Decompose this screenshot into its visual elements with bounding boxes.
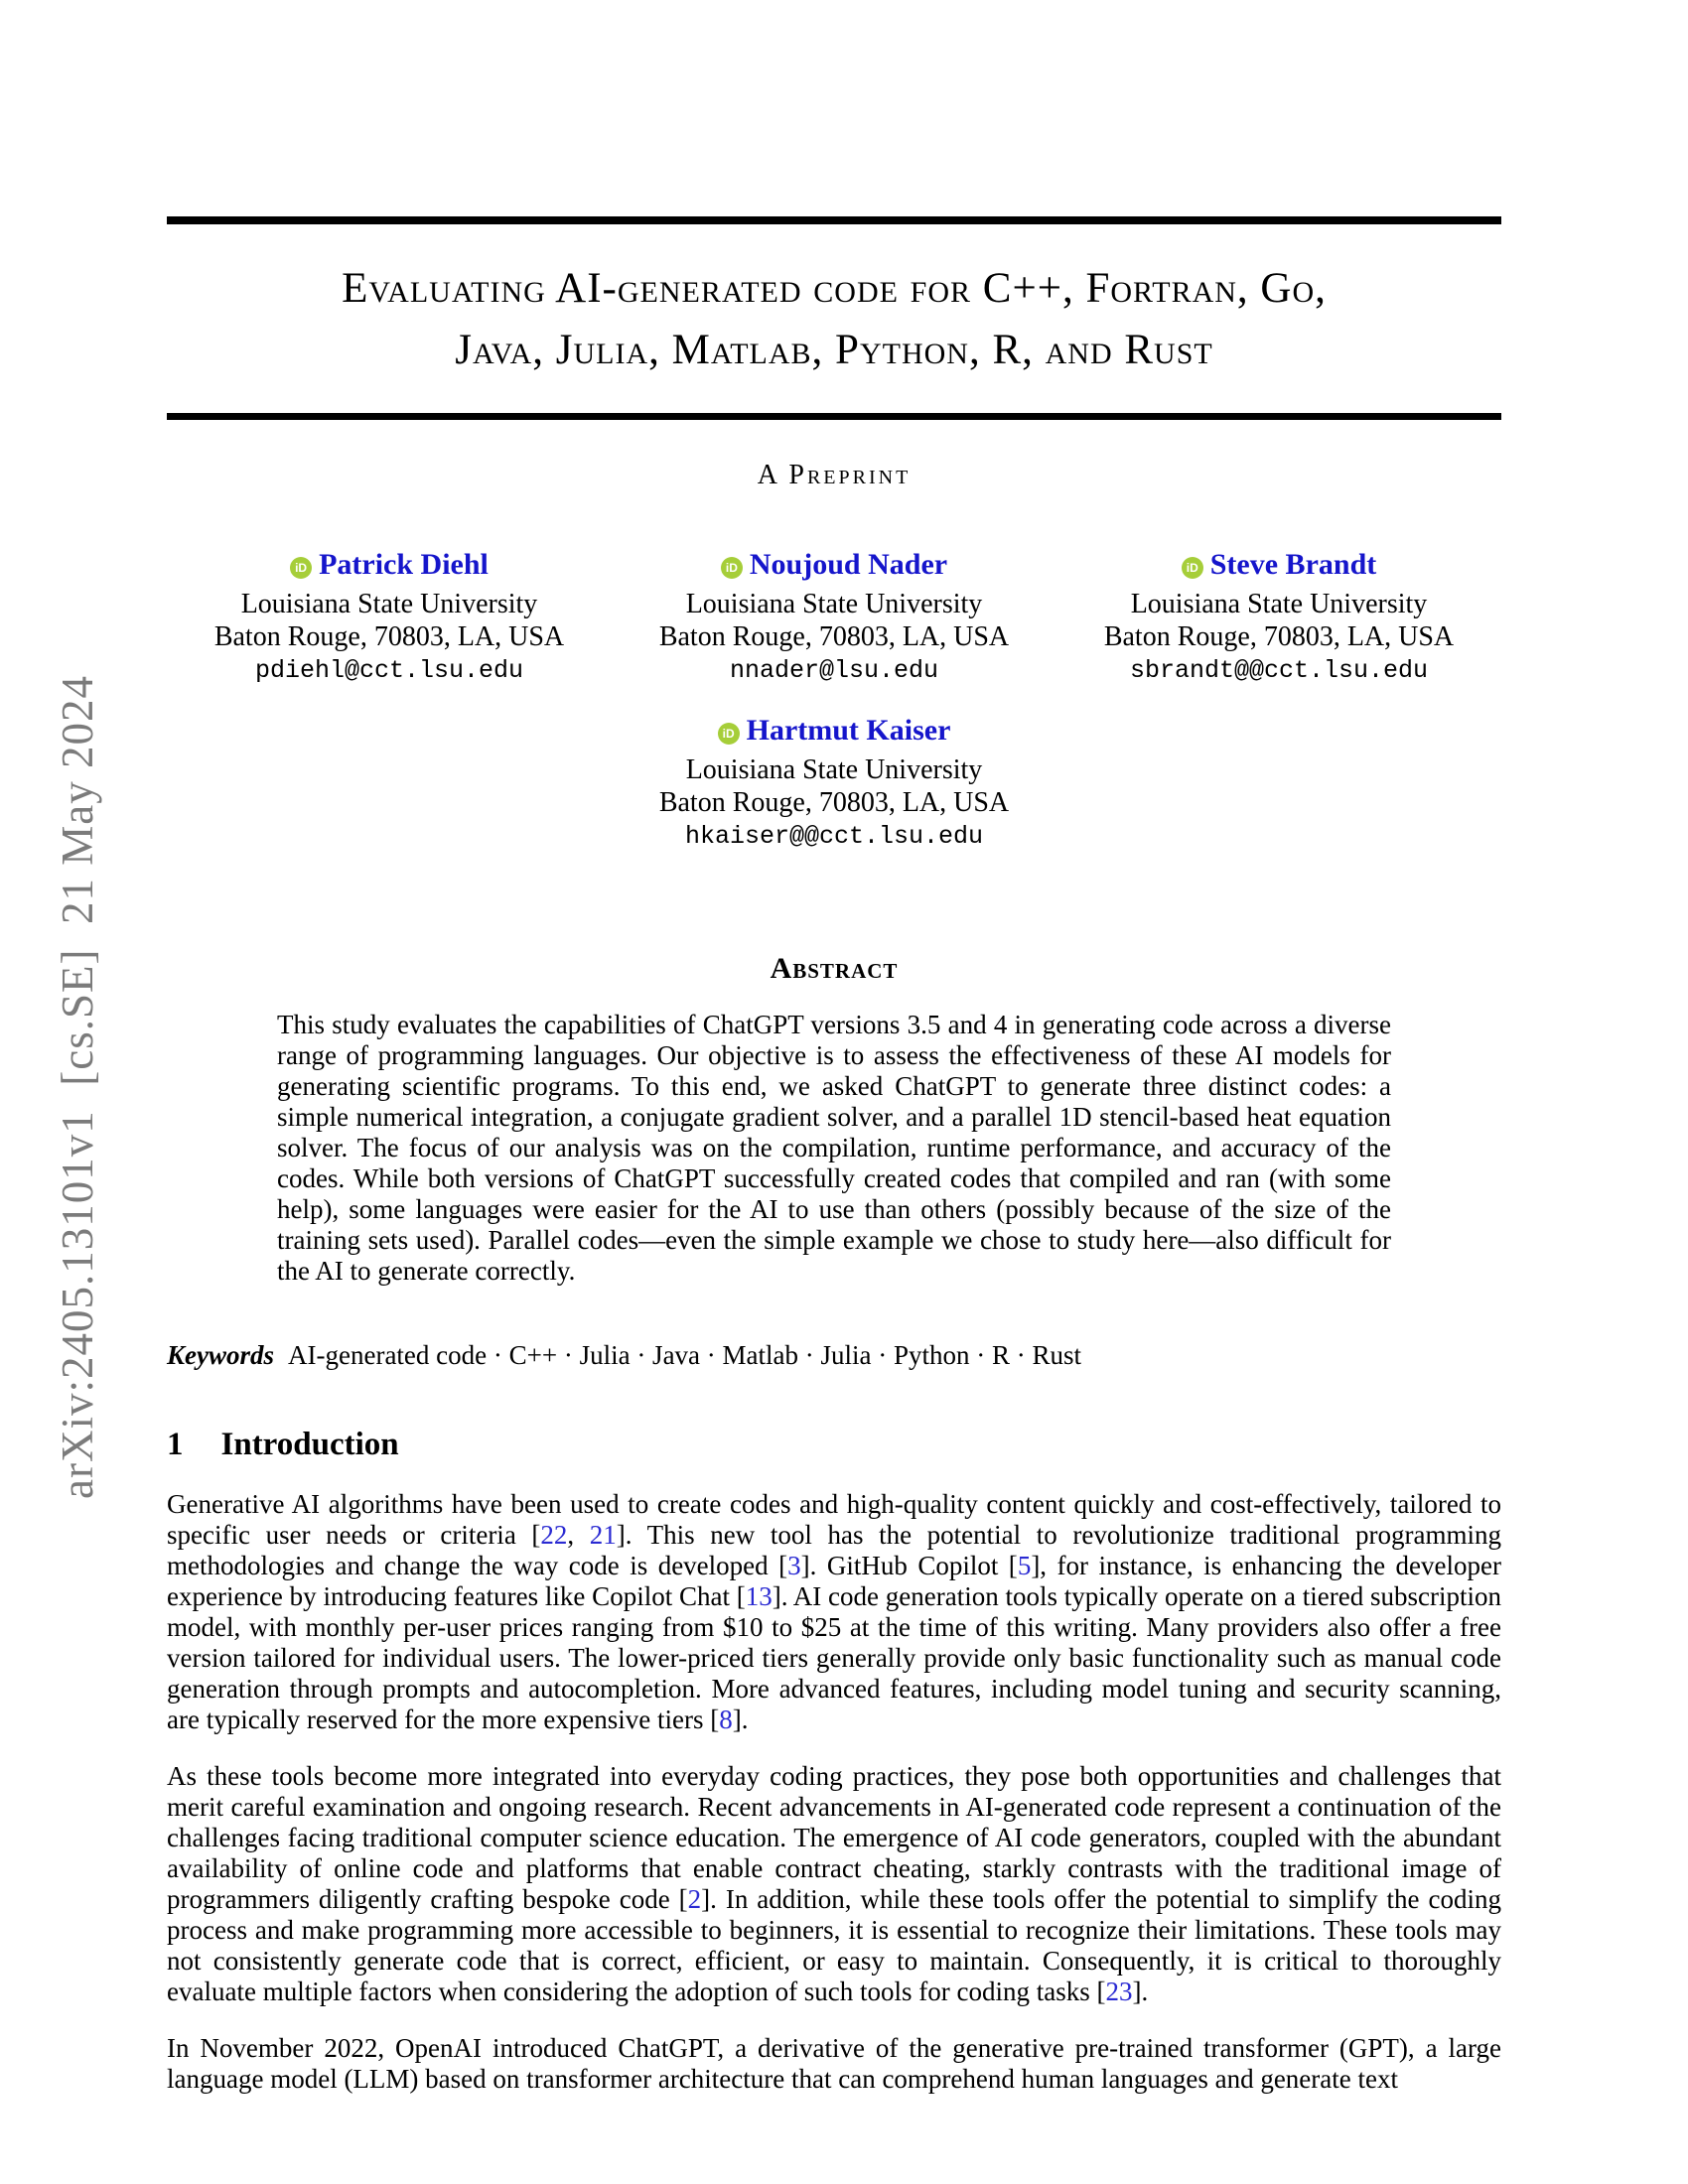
top-rule — [167, 216, 1501, 224]
author-email: sbrandt@@cct.lsu.edu — [1129, 656, 1429, 685]
text-run: ]. — [732, 1705, 749, 1734]
citation-link[interactable]: 22 — [540, 1520, 568, 1550]
text-run: As these tools become more integrated into everyday coding practices, they pose both opportunities and challenges that merit careful examination and ongoing research. Recent advancements in AI-generated code represent a continuation of the challenges facing traditional computer science education. The emergence of AI code generators, coupled with the abundant availability of online code and platforms that enable contract cheating, starkly contrasts with the traditional image of programmers diligently crafting bespoke code [ — [167, 1761, 1501, 1914]
arxiv-watermark: arXiv:2405.13101v1 [cs.SE] 21 May 2024 — [53, 675, 102, 1499]
preprint-label: A Preprint — [757, 460, 912, 490]
text-run: , — [567, 1520, 590, 1550]
author-name[interactable]: Hartmut Kaiser — [746, 714, 951, 747]
orcid-icon[interactable]: iD — [290, 557, 312, 579]
author-address: Baton Rouge, 70803, LA, USA — [213, 621, 565, 652]
paper-title-line2: Java, Julia, Matlab, Python, R, and Rust — [455, 327, 1213, 373]
text-run: Generative AI algorithms have been used to create codes and high-quality content quickly and cost-effectively, tailored to specific user needs or criteria [ — [167, 1489, 1501, 1550]
citation-link[interactable]: 5 — [1017, 1551, 1032, 1580]
author-address: Baton Rouge, 70803, LA, USA — [1103, 621, 1455, 652]
keywords-text: AI-generated code · C++ · Julia · Java · Matlab · Julia · Python · R · Rust — [288, 1340, 1082, 1370]
orcid-icon[interactable]: iD — [721, 557, 743, 579]
author-name[interactable]: Noujoud Nader — [749, 548, 948, 581]
paragraph — [167, 1489, 1501, 1735]
keywords-label: Keywords — [167, 1340, 274, 1370]
author-affiliation: Louisiana State University — [685, 754, 983, 785]
section-heading — [167, 1427, 1501, 1463]
section-title: Introduction — [220, 1427, 399, 1462]
author-email: pdiehl@cct.lsu.edu — [254, 656, 524, 685]
text-run: ]. This new tool has the potential to revolutionize traditional programming methodologies and change the way code is developed [ — [167, 1520, 1502, 1580]
authors-row — [167, 547, 1501, 687]
author-affiliation: Louisiana State University — [240, 589, 538, 619]
author-affiliation: Louisiana State University — [685, 589, 983, 619]
orcid-icon[interactable]: iD — [1182, 557, 1203, 579]
text-run: ], for instance, is enhancing the developer experience by introducing features like Copilot Chat [ — [167, 1551, 1502, 1611]
author-block — [167, 547, 612, 687]
author-email: hkaiser@@cct.lsu.edu — [684, 822, 984, 851]
intro-paragraphs — [167, 1489, 1501, 2095]
text-run: In November 2022, OpenAI introduced ChatGPT, a derivative of the generative pre-trained transformer (GPT), a large language model (LLM) based on transformer architecture that can comprehend human languages and generate text — [167, 2033, 1501, 2094]
author-address: Baton Rouge, 70803, LA, USA — [658, 787, 1010, 818]
citation-link[interactable]: 3 — [787, 1551, 801, 1580]
paper-title — [167, 258, 1501, 381]
text-run: ]. AI code generation tools typically operate on a tiered subscription model, with monthly per-user prices ranging from $10 to $25 at the time of this writing. Many providers also offer a free version tailored for individual users. The lower-priced tiers generally provide only basic functionality such as manual code generation through prompts and autocompletion. More advanced features, including model tuning and security scanning, are typically reserved for the more expensive tiers [ — [167, 1581, 1501, 1734]
citation-link[interactable]: 13 — [745, 1581, 773, 1611]
author-block — [167, 713, 1501, 853]
author-name[interactable]: Steve Brandt — [1209, 548, 1377, 581]
author-email: nnader@lsu.edu — [729, 656, 939, 685]
citation-link[interactable]: 21 — [589, 1520, 617, 1550]
author-block — [612, 547, 1056, 687]
section-number: 1 — [167, 1427, 184, 1462]
citation-link[interactable]: 23 — [1105, 1977, 1133, 2006]
author-affiliation: Louisiana State University — [1130, 589, 1428, 619]
paper-title-line1: Evaluating AI-generated code for C++, Fortran, Go, — [342, 265, 1327, 312]
citation-link[interactable]: 2 — [687, 1884, 702, 1914]
paper-content — [167, 0, 1501, 2095]
text-run: ]. GitHub Copilot [ — [800, 1551, 1018, 1580]
author-block — [1056, 547, 1501, 687]
orcid-icon[interactable]: iD — [718, 723, 740, 745]
author-address: Baton Rouge, 70803, LA, USA — [658, 621, 1010, 652]
keywords-line — [167, 1340, 1501, 1371]
text-run: ]. In addition, while these tools offer the potential to simplify the coding process and make programming more accessible to beginners, it is essential to recognize their limitations. These tools may not consistently generate code that is correct, efficient, or easy to maintain. Consequently, it is critical to thoroughly evaluate multiple factors when considering the adoption of such tools for coding tasks [ — [167, 1884, 1501, 2006]
text-run: ]. — [1132, 1977, 1149, 2006]
paragraph — [167, 2033, 1501, 2095]
paragraph — [167, 1761, 1501, 2007]
abstract-heading: Abstract — [770, 952, 899, 985]
citation-link[interactable]: 8 — [719, 1705, 733, 1734]
title-bottom-rule — [167, 413, 1501, 420]
abstract-text: This study evaluates the capabilities of ChatGPT versions 3.5 and 4 in generating code across a diverse range of programming languages. Our objective is to assess the effectiveness of these AI models for generating scientific programs. To this end, we asked ChatGPT to generate three distinct codes: a simple numerical integration, a conjugate gradient solver, and a parallel 1D stencil-based heat equation solver. The focus of our analysis was on the compilation, runtime performance, and accuracy of the codes. While both versions of ChatGPT successfully created codes that compiled and ran (with some help), some languages were easier for the AI to use than others (possibly because of the size of the training sets used). Parallel codes—even the simple example we chose to study here—also difficult for the AI to generate correctly. — [277, 1010, 1391, 1286]
author-name[interactable]: Patrick Diehl — [319, 548, 489, 581]
